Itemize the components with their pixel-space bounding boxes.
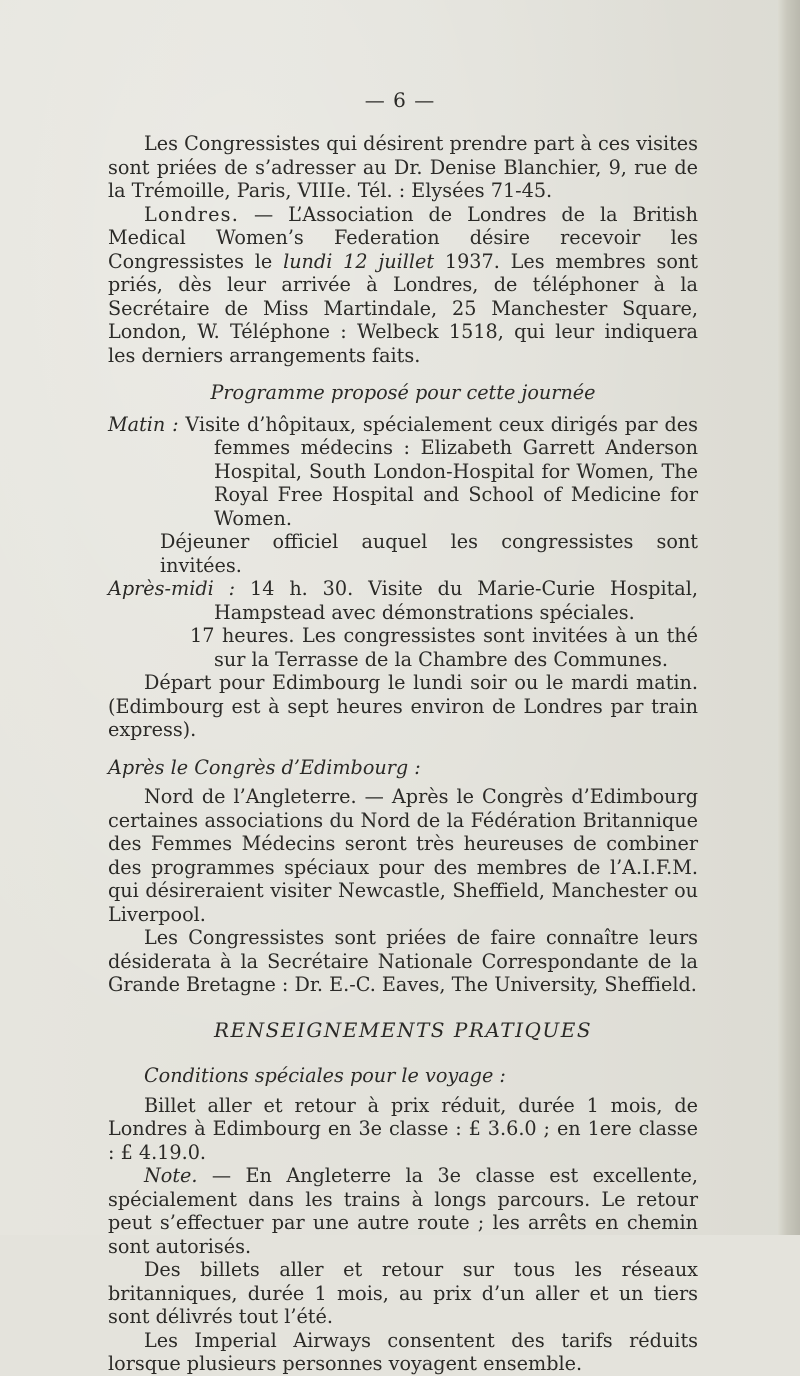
body-text [108, 132, 698, 1376]
london-paragraph [108, 203, 698, 368]
london-label: Londres. [144, 202, 240, 226]
morning-text: Visite d’hôpitaux, spécialement ceux dirigés par des femmes médecins : Elizabeth Garrett Anderson Hospital, South London-Hospital for Women, The Royal Free Hospital and School of Medicine for Women. [178, 412, 699, 530]
conditions-title: Conditions spéciales pour le voyage : [144, 1064, 506, 1087]
page-number: — 6 — [364, 88, 436, 112]
british-networks-paragraph: Des billets aller et retour sur tous les réseaux britanniques, durée 1 mois, au prix d’un aller et un tiers sont délivrés tout l’été. [108, 1258, 698, 1328]
london-text-2: 1937. Les membres sont priés, dès leur arrivée à Londres, de téléphoner à la Secrétaire de Miss Martindale, 25 Manchester Square, London, W. Téléphone : Welbeck 1518, qui leur indiquera les derniers arrangements faits. [108, 249, 698, 367]
page-edge [778, 0, 800, 1235]
programme-morning [108, 413, 698, 531]
note-text: — En Angleterre la 3e classe est excellente, spécialement dans les trains à longs parcours. Le retour peut s’effectuer par une autre route ; les arrêts en chemin sont autorisés. [108, 1164, 698, 1258]
programme-tea: 17 heures. Les congressistes sont invitées à un thé sur la Terrasse de la Chambre des Communes. [190, 624, 698, 671]
london-text-1: — L’Association de Londres de la British Medical Women’s Federation désire recevoir les Congressistes le [108, 202, 698, 273]
note-label: Note. [144, 1164, 198, 1187]
afternoon-label: Après-midi : [108, 577, 236, 600]
programme-lunch: Déjeuner officiel auquel les congressistes sont invitées. [160, 530, 698, 577]
programme-departure: Départ pour Edimbourg le lundi soir ou le mardi matin. (Edimbourg est à sept heures environ de Londres par train express). [108, 671, 698, 741]
airways-paragraph: Les Imperial Airways consentent des tarifs réduits lorsque plusieurs personnes voyagent ensemble. [108, 1328, 698, 1375]
section-title: RENSEIGNEMENTS PRATIQUES [213, 1017, 593, 1042]
morning-label: Matin : [108, 412, 179, 436]
programme-title: Programme proposé pour cette journée [210, 381, 596, 404]
programme-afternoon [108, 577, 698, 624]
ticket-paragraph: Billet aller et retour à prix réduit, durée 1 mois, de Londres à Edimbourg en 3e classe : £ 3.6.0 ; en 1ere classe : £ 4.19.0. [108, 1093, 698, 1164]
afternoon-text: 14 h. 30. Visite du Marie-Curie Hospital, Hampstead avec démonstrations spéciales. [214, 577, 698, 624]
after-congress-title: Après le Congrès d’Edimbourg : [108, 755, 421, 779]
intro-paragraph: Les Congressistes qui désirent prendre part à ces visites sont priées de s’adresser au Dr. Denise Blanchier, 9, rue de la Trémoille, Paris, VIIIe. Tél. : Elysées 71-45. [108, 132, 698, 202]
note-paragraph [108, 1164, 698, 1258]
north-england-paragraph: Nord de l’Angleterre. — Après le Congrès d’Edimbourg certaines associations du Nord de la Fédération Britannique des Femmes Médecins seront très heureuses de combiner des programmes spéciaux pour des membres de l’A.I.F.M. qui désireraient visiter Newcastle, Sheffield, Manchester ou Liverpool. [108, 785, 698, 926]
london-date: lundi 12 juillet [283, 249, 435, 273]
north-england-paragraph-2: Les Congressistes sont priées de faire connaître leurs désiderata à la Secrétaire Nationale Correspondante de la Grande Bretagne : Dr. E.-C. Eaves, The University, Sheffield. [108, 926, 698, 996]
